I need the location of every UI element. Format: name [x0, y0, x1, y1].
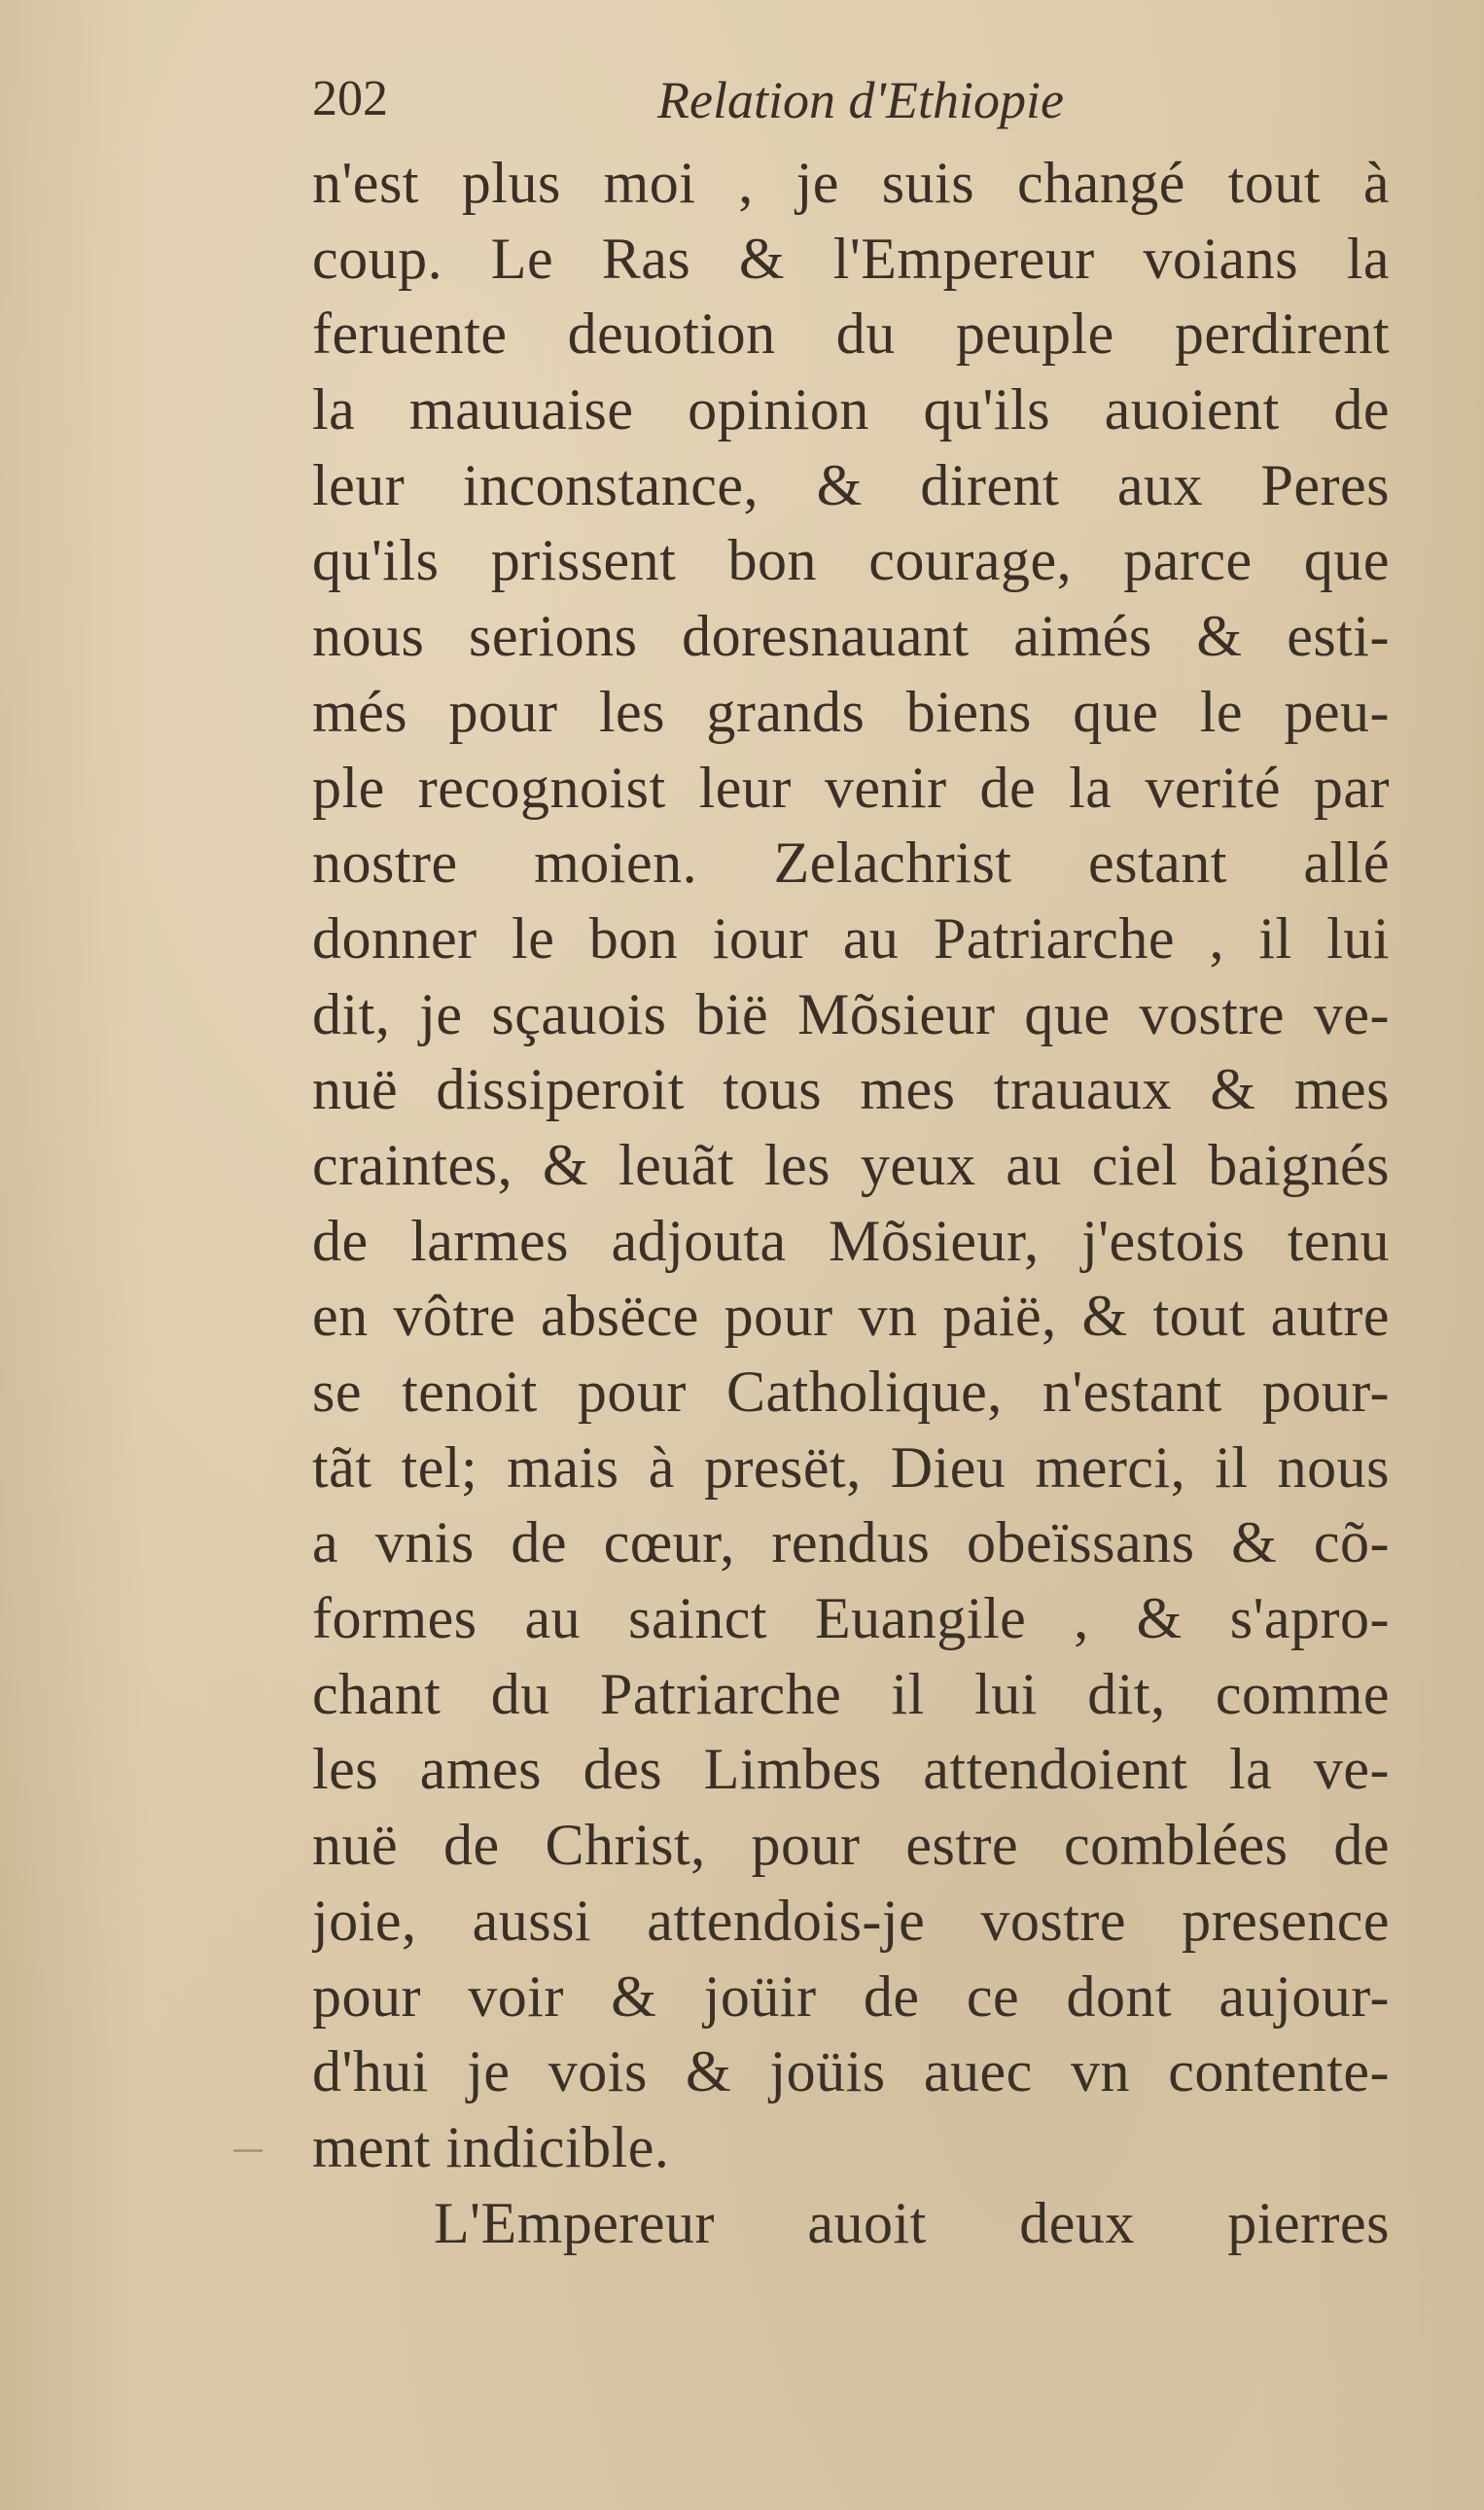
- text-line: la mauuaise opinion qu'ils auoient de: [312, 377, 1390, 442]
- text-line: pour voir & joüir de ce dont aujour-: [312, 1963, 1390, 2029]
- text-line: nous serions doresnauant aimés & esti-: [312, 604, 1390, 669]
- text-line: dit, je sçauois bië Mõsieur que vostre ve-: [312, 981, 1390, 1046]
- text-line: coup. Le Ras & l'Empereur voians la: [312, 226, 1390, 291]
- text-line: nostre moien. Zelachrist estant allé: [312, 831, 1390, 896]
- page-number: 202: [312, 71, 388, 126]
- text-line: formes au sainct Euangile , & s'apro-: [312, 1586, 1390, 1651]
- text-line: les ames des Limbes attendoient la ve-: [312, 1737, 1390, 1802]
- text-line: donner le bon iour au Patriarche , il lui: [312, 905, 1390, 971]
- text-line: de larmes adjouta Mõsieur, j'estois tenu: [312, 1208, 1390, 1273]
- text-line: nuë dissiperoit tous mes trauaux & mes: [312, 1057, 1390, 1122]
- text-line: qu'ils prissent bon courage, parce que: [312, 528, 1390, 593]
- text-line: més pour les grands biens que le peu-: [312, 679, 1390, 744]
- text-line: a vnis de cœur, rendus obeïssans & cõ-: [312, 1510, 1390, 1575]
- text-line: n'est plus moi , je suis changé tout à: [312, 151, 1390, 215]
- text-line: ple recognoist leur venir de la verité par: [312, 755, 1390, 820]
- text-line: ment indicible.: [312, 2114, 670, 2179]
- page-header: [312, 70, 1390, 148]
- text-line: L'Empereur auoit deux pierres: [434, 2190, 1390, 2255]
- text-line: nuë de Christ, pour estre comblées de: [312, 1813, 1390, 1878]
- text-line: craintes, & leuãt les yeux au ciel baignés: [312, 1132, 1390, 1197]
- text-line: se tenoit pour Catholique, n'estant pour-: [312, 1360, 1390, 1424]
- text-line: leur inconstance, & dirent aux Peres: [312, 452, 1390, 517]
- text-line: en vôtre absëce pour vn paië, & tout autre: [312, 1284, 1390, 1349]
- text-line: joie, aussi attendois-je vostre presence: [312, 1888, 1390, 1953]
- text-line: feruente deuotion du peuple perdirent: [312, 301, 1390, 367]
- text-line: chant du Patriarche il lui dit, comme: [312, 1661, 1390, 1726]
- running-title: Relation d'Ethiopie: [657, 71, 1064, 129]
- margin-mark: [233, 2149, 263, 2152]
- text-line: d'hui je vois & joüis auec vn contente-: [312, 2039, 1390, 2104]
- body-text: [312, 146, 1390, 2261]
- text-line: tãt tel; mais à presët, Dieu merci, il nous: [312, 1434, 1390, 1500]
